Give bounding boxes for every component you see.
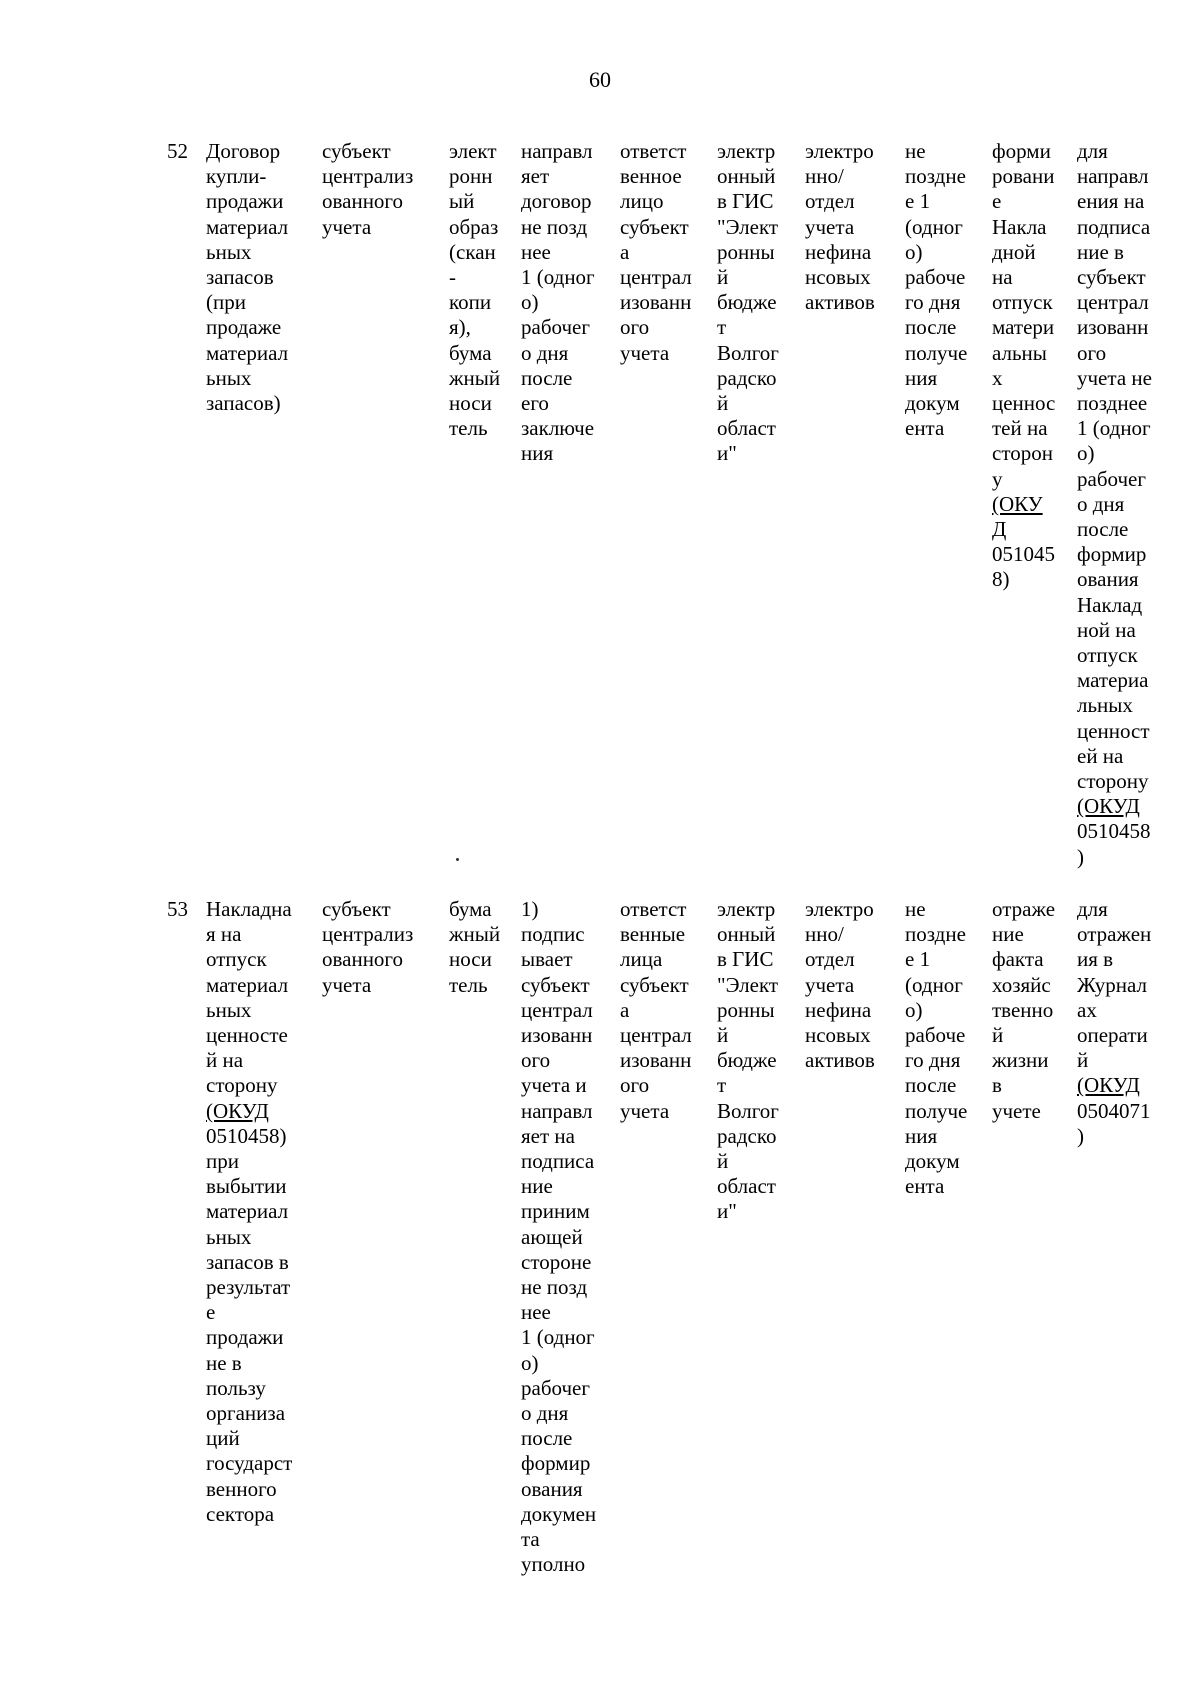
- action-cell: 1) подпис ывает субъект централ изованн ого учета и направл яет на подписа ние приним ающей стороне не позд нее 1 (одног о) рабочег о дня после формир ования докумен та уполно: [521, 897, 597, 1577]
- row-number: 53: [167, 897, 188, 921]
- document-name-cell: Договор купли- продажи материал ьных запасов (при продаже материал ьных запасов): [206, 139, 289, 416]
- scan-dot: [456, 858, 459, 861]
- okud-code: 0504071 ): [1077, 1098, 1151, 1148]
- okud-code: 0510458 ): [1077, 819, 1151, 869]
- okud-link[interactable]: (ОКУ Д: [992, 491, 1043, 542]
- routing-cell: [1077, 139, 1169, 870]
- recipient-cell: электро нно/ отдел учета нефина нсовых активов: [805, 139, 875, 315]
- system-cell: электр онный в ГИС "Элект ронны й бюдже т Волгог радско й област и": [717, 139, 779, 466]
- form-cell: бума жный носи тель: [449, 897, 501, 997]
- deadline-cell: не поздне е 1 (одног о) рабоче го дня после получе ния докум ента: [905, 139, 968, 441]
- recipient-cell: электро нно/ отдел учета нефина нсовых активов: [805, 897, 875, 1073]
- okud-link[interactable]: (ОКУД: [1077, 794, 1140, 819]
- purpose-cell: [992, 139, 1080, 593]
- purpose-text: форми ровани е Накла дной на отпуск матери альны х ценнос тей на сторон у: [992, 139, 1056, 491]
- row-number: 52: [167, 139, 188, 163]
- okud-link[interactable]: (ОКУД: [1077, 1073, 1140, 1098]
- system-cell: электр онный в ГИС "Элект ронны й бюдже т Волгог радско й област и": [717, 897, 779, 1224]
- purpose-cell: отраже ние факта хозяйс твенно й жизни в учете: [992, 897, 1056, 1123]
- responsible-cell: ответст венное лицо субъект а централ изованн ого учета: [620, 139, 692, 365]
- document-text-tail: 0510458) при выбытии материал ьных запасов в результат е продажи не в пользу организа ций государст венного сектора: [206, 1123, 293, 1526]
- routing-text: для отражен ия в Журнал ах операти й: [1077, 897, 1152, 1073]
- creator-cell: субъект централиз ованного учета: [322, 897, 414, 997]
- deadline-cell: не поздне е 1 (одног о) рабоче го дня после получе ния докум ента: [905, 897, 968, 1199]
- form-cell: элект ронн ый образ (скан - копи я), бума жный носи тель: [449, 139, 501, 441]
- page-number: 60: [589, 67, 611, 92]
- routing-cell: [1077, 897, 1169, 1149]
- routing-text: для направл ения на подписа ние в субъект централ изованн ого учета не позднее 1 (одног о) рабочег о дня после формир ования Наклад ной на отпуск материа льных ценност ей на сторону: [1077, 139, 1152, 794]
- document-text: Накладна я на отпуск материал ьных ценносте й на сторону: [206, 897, 292, 1098]
- document-name-cell: [206, 897, 306, 1527]
- okud-code: 051045 8): [992, 542, 1055, 592]
- responsible-cell: ответст венные лица субъект а централ изованн ого учета: [620, 897, 692, 1123]
- okud-link[interactable]: (ОКУД: [206, 1098, 269, 1123]
- creator-cell: субъект централиз ованного учета: [322, 139, 414, 239]
- action-cell: направл яет договор не позд нее 1 (одног о) рабочег о дня после его заключе ния: [521, 139, 595, 466]
